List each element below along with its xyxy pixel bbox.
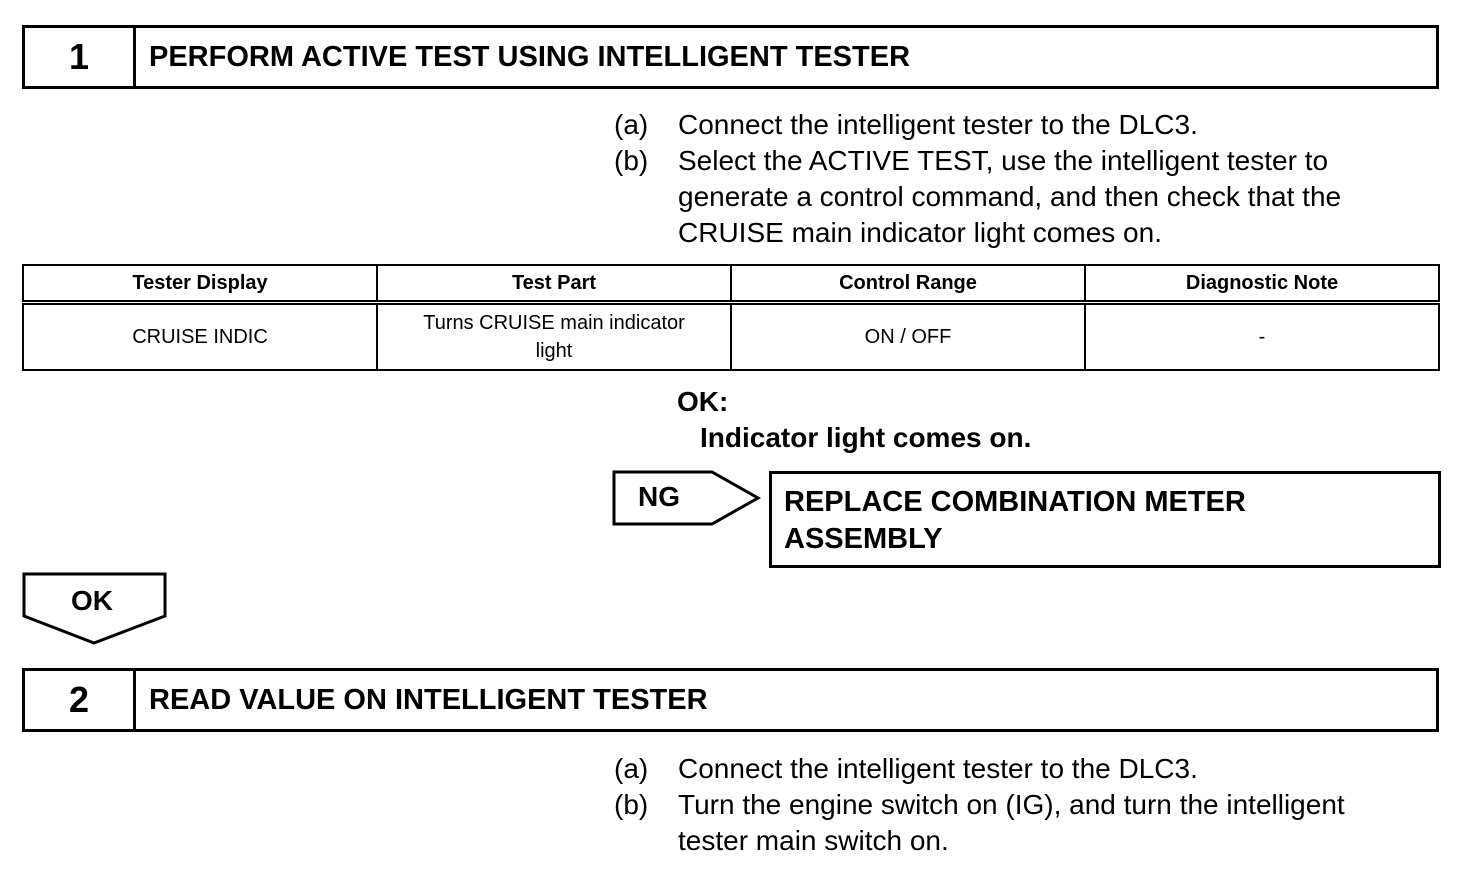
instruction-text: Select the ACTIVE TEST, use the intelligent tester to [678, 145, 1329, 176]
column-header: Diagnostic Note [1085, 265, 1439, 303]
table-cell: CRUISE INDIC [23, 303, 377, 371]
column-header: Test Part [377, 265, 731, 303]
instruction-text: CRUISE main indicator light comes on. [678, 217, 1162, 248]
ok-criteria [677, 384, 1031, 456]
step-2-instructions [614, 751, 1444, 859]
instruction-text: generate a control command, and then check that the [678, 181, 1342, 212]
ok-branch-label: OK [71, 585, 113, 616]
instruction-text: tester main switch on. [678, 825, 949, 856]
instruction-text: Connect the intelligent tester to the DLC3. [678, 109, 1198, 140]
instruction-label: (b) [614, 145, 649, 176]
step-title: PERFORM ACTIVE TEST USING INTELLIGENT TESTER [149, 40, 911, 73]
step-1-header [22, 25, 1439, 89]
active-test-table [22, 264, 1440, 371]
ng-label: NG [638, 481, 680, 512]
ng-action-line: REPLACE COMBINATION METER [784, 486, 1246, 518]
step-number: 2 [25, 671, 136, 729]
instruction-label: (a) [614, 753, 649, 784]
table-cell: Turns CRUISE main indicator light [377, 303, 731, 371]
instruction-label: (a) [614, 109, 649, 140]
ng-arrow-icon [612, 470, 764, 528]
step-2-header [22, 668, 1439, 732]
table-cell: - [1085, 303, 1439, 371]
instruction-text: Connect the intelligent tester to the DLC3. [678, 753, 1198, 784]
column-header: Tester Display [23, 265, 377, 303]
step-number: 1 [25, 28, 136, 86]
table-header-row [23, 265, 1439, 303]
column-header: Control Range [731, 265, 1085, 303]
step-title: READ VALUE ON INTELLIGENT TESTER [149, 683, 708, 716]
ng-action-box [769, 471, 1441, 568]
table-cell: ON / OFF [731, 303, 1085, 371]
ok-text: Indicator light comes on. [700, 422, 1032, 453]
table-row [23, 303, 1439, 371]
ok-label: OK: [677, 386, 729, 417]
step-1-instructions [614, 107, 1444, 251]
instruction-label: (b) [614, 789, 649, 820]
ng-action-line: ASSEMBLY [784, 523, 943, 555]
instruction-text: Turn the engine switch on (IG), and turn the intelligent [678, 789, 1345, 820]
